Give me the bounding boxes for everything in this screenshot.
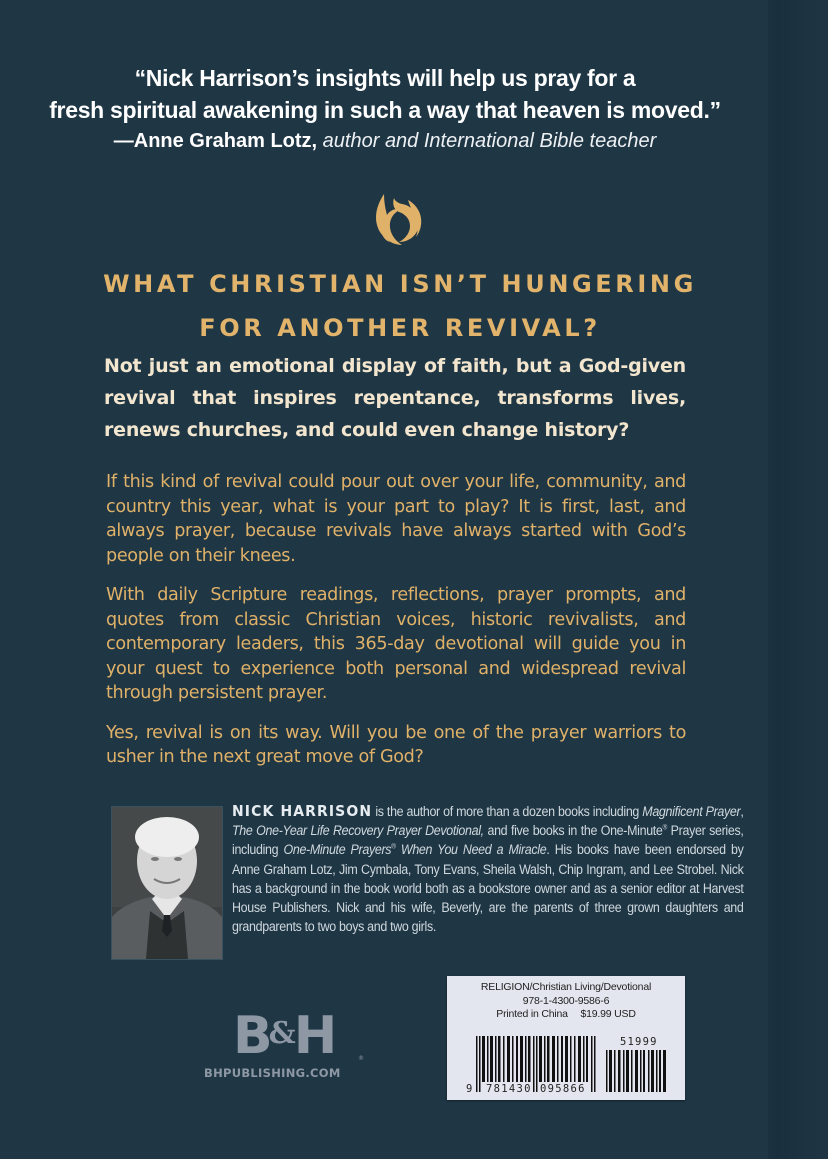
print-price-row [447, 1008, 685, 1022]
registered-mark: ® [662, 824, 668, 832]
label-info [447, 981, 685, 1022]
endorsement-quote [0, 62, 770, 156]
description-body [106, 470, 686, 785]
body-paragraph-3: Yes, revival is on its way. Will you be one of the prayer warriors to usher in the next great move of God? [106, 722, 686, 767]
book-title: The One-Year Life Recovery Prayer Devotional, [232, 823, 484, 839]
bio-text-segment: and five books in the One-Minute [483, 823, 663, 839]
quote-attribution [0, 126, 770, 156]
headline [0, 262, 800, 350]
price-addon-digits: 51999 [620, 1036, 658, 1048]
logo-letter-h: H [293, 1006, 334, 1066]
headline-line-1: WHAT CHRISTIAN ISN’T HUNGERING [103, 270, 697, 298]
category-text: RELIGION/Christian Living/Devotional [480, 981, 652, 993]
publisher-url: BHPUBLISHING.COM [204, 1066, 341, 1080]
bh-logo-mark [233, 1006, 334, 1066]
logo-letter-b: B [233, 1006, 269, 1066]
flame-icon [372, 192, 424, 248]
barcode-label [447, 976, 685, 1100]
author-photo [111, 806, 223, 960]
author-bio-text [232, 802, 744, 936]
ean-digit-first: 9 [466, 1083, 474, 1095]
headline-line-2: FOR ANOTHER REVIVAL? [199, 314, 601, 342]
attribution-name: —Anne Graham Lotz, [113, 130, 318, 152]
addon-barcode-icon [606, 1050, 668, 1092]
book-title: Magnificent Prayer [642, 804, 741, 819]
registered-mark: ® [358, 1055, 364, 1062]
publisher-logo [204, 1006, 364, 1088]
author-bio [111, 802, 744, 966]
book-title [283, 842, 546, 857]
price-text: $19.99 USD [580, 1008, 636, 1020]
bio-text-segment: , [740, 804, 744, 819]
body-paragraph-1: If this kind of revival could pour out over your life, community, and country this year, what is your part to play? It is first, last, and always prayer, because revivals have always started with God’s people on their knees. [106, 472, 686, 566]
attribution-role: author and International Bible teacher [322, 130, 657, 152]
author-portrait-icon [112, 807, 222, 959]
ean-digits-right: 095866 [540, 1083, 586, 1095]
book-title-part: One-Minute Prayers [283, 842, 392, 858]
isbn-text: 978-1-4300-9586-6 [522, 994, 610, 1007]
bio-text-segment: Prayer series, including [232, 823, 744, 858]
quote-line-1: “Nick Harrison’s insights will help us pray for a [134, 65, 636, 91]
book-title-part: When You Need a Miracle [395, 842, 547, 858]
book-spine-edge [768, 0, 828, 1159]
printed-in-text: Printed in China [496, 1008, 568, 1020]
bio-text-segment: is the author of more than a dozen books including [372, 804, 643, 819]
logo-ampersand: & [268, 1016, 294, 1051]
ean-digits-left: 781430 [486, 1083, 532, 1095]
quote-line-2: fresh spiritual awakening in such a way that heaven is moved.” [49, 97, 721, 123]
lede-paragraph: Not just an emotional display of faith, but a God-given revival that inspires repentance, transforms lives, renews churches, and could even change history? [104, 355, 686, 441]
registered-mark: ® [391, 843, 396, 851]
bio-text-segment: . His books have been endorsed by Anne Graham Lotz, Jim Cymbala, Tony Evans, Sheila Walsh, Chip Ingram, and Lee Strobel. Nick has a background in the book world both as a bookstore owner and as a senior editor at Harvest House Publishers. Nick and his wife, Beverly, are the parents of three grown daughters and grandparents to two boys and two girls. [232, 842, 744, 935]
body-paragraph-2: With daily Scripture readings, reflections, prayer prompts, and quotes from classic Christian voices, historic revivalists, and contemporary leaders, this 365-day devotional will guide you in your quest to experience both personal and widespread revival through persistent prayer. [106, 585, 686, 703]
author-name: NICK HARRISON [232, 802, 373, 820]
